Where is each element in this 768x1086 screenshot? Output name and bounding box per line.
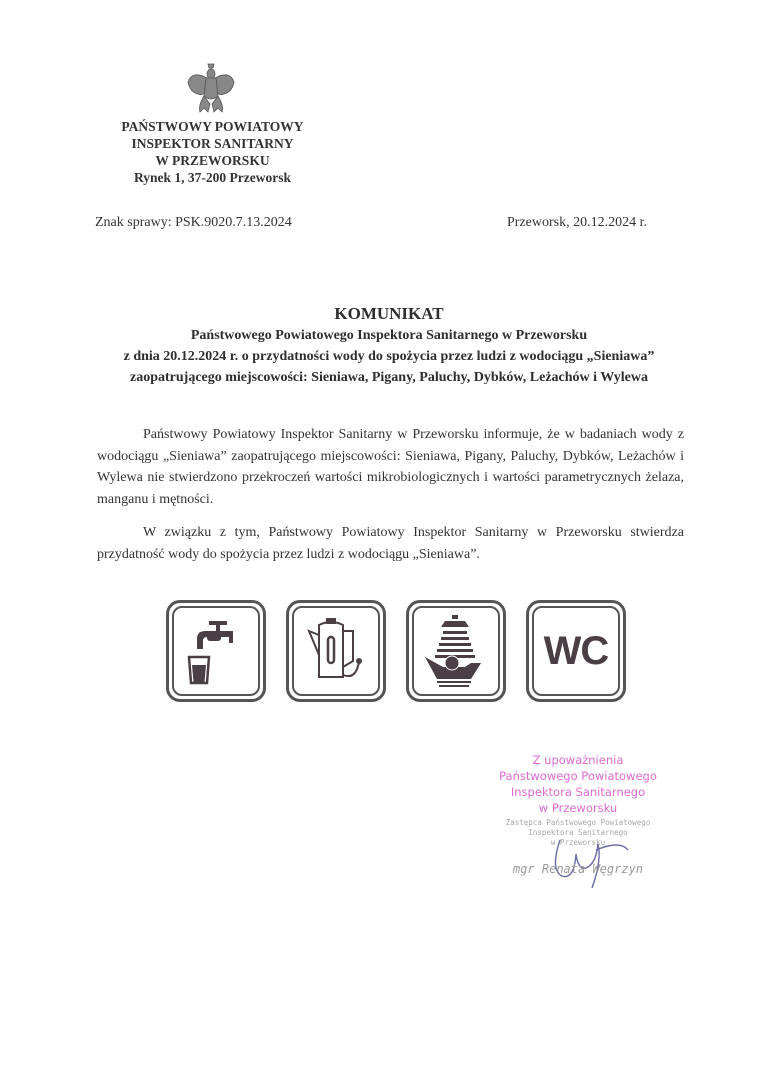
issuer-name-line: PAŃSTWOWY POWIATOWY [121,119,304,134]
announcement-body [97,424,684,577]
place-and-date: Przeworsk, 20.12.2024 r. [507,215,647,230]
stamp-line: Państwowego Powiatowego [499,769,657,783]
stamp-line: Inspektora Sanitarnego [510,785,646,799]
shower-bath-icon [406,600,506,702]
polish-eagle-emblem [186,60,236,116]
usage-pictograms [166,600,636,704]
tap-water-drinking-icon [166,600,266,702]
case-reference: Znak sprawy: PSK.9020.7.13.2024 [95,215,292,230]
title-main: KOMUNIKAT [334,304,444,323]
signatory-name: mgr Renata Węgrzyn [512,862,644,876]
authorization-stamp [483,752,673,816]
body-paragraph: W związku z tym, Państwowy Powiatowy Inspektor Sanitarny w Przeworsku stwierdza przydatność wody do spożycia przez ludzi z wodociągu „Sieniawa”. [97,525,684,562]
title-line: z dnia 20.12.2024 r. o przydatności wody do spożycia przez ludzi z wodociągu „Sieniawa” [123,349,655,364]
stamp-sub-line: Inspektora Sanitarnego [528,828,628,837]
stamp-line: w Przeworsku [538,801,618,815]
title-line: zaopatrującego miejscowości: Sieniawa, Pigany, Paluchy, Dybków, Leżachów i Wylewa [130,370,648,385]
wc-icon [526,600,626,702]
stamp-sub-line: Zastępca Państwowego Powiatowego [505,818,651,827]
issuer-header [100,118,325,186]
wc-label: WC [543,629,609,673]
stamp-line: Z upoważnienia [532,753,624,767]
issuer-name-line: INSPEKTOR SANITARNY [131,136,294,151]
issuer-name-line: W PRZEWORSKU [155,153,270,168]
announcement-title [90,303,688,388]
body-paragraph: Państwowy Powiatowy Inspektor Sanitarny w Przeworsku informuje, że w badaniach wody z wodociągu „Sieniawa” zaopatrującego miejscowości: Sieniawa, Pigany, Paluchy, Dybków, Leżachów i Wylewa nie stwierdzono przekroczeń wartości mikrobiologicznych i wartości parametrycznych żelaza, manganu i mętności. [97,427,684,507]
electric-kettle-icon [286,600,386,702]
handwritten-signature [540,830,630,890]
title-line: Państwowego Powiatowego Inspektora Sanitarnego w Przeworsku [190,328,588,343]
stamp-sub-line: w Przeworsku [550,838,606,847]
issuer-address: Rynek 1, 37-200 Przeworsk [133,170,291,185]
